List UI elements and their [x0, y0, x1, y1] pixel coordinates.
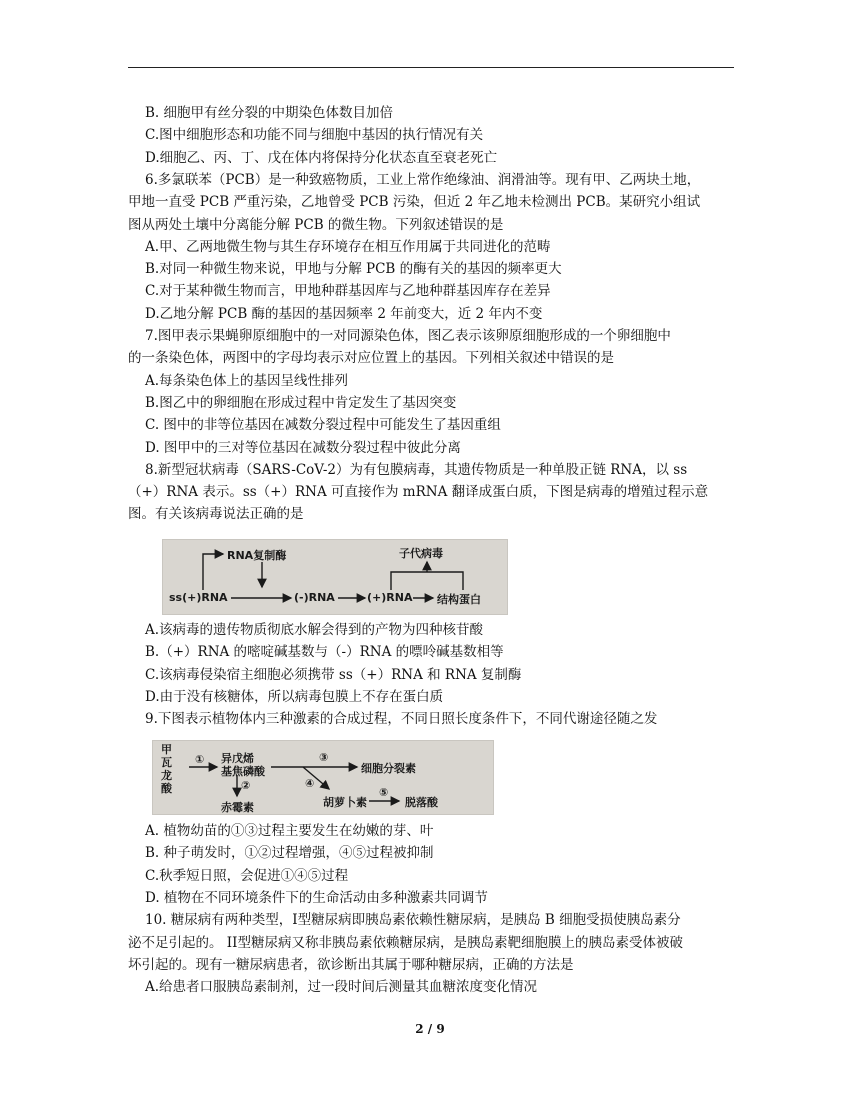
minus-rna-label: (-)RNA: [294, 591, 335, 604]
text-line: D. 图甲中的三对等位基因在减数分裂过程中彼此分离: [145, 439, 461, 456]
text-line: 6.多氯联苯（PCB）是一种致癌物质，工业上常作绝缘油、润滑油等。现有甲、乙两块土地，: [145, 171, 701, 188]
text-line: C.秋季短日照，会促进①④⑤过程: [145, 867, 349, 884]
step4-label: ④: [305, 777, 315, 790]
text-line: 图从两处土壤中分离能分解 PCB 的微生物。下列叙述错误的是: [128, 216, 504, 233]
text-line: 坏引起的。现有一糖尿病患者，欲诊断出其属于哪种糖尿病，正确的方法是: [128, 956, 574, 973]
text-line: 泌不足引起的。 II型糖尿病又称非胰岛素依赖糖尿病，是胰岛素靶细胞膜上的胰岛素受体被破: [128, 934, 683, 951]
header-rule: [128, 67, 734, 68]
text-line: B.图乙中的卵细胞在形成过程中肯定发生了基因突变: [145, 394, 457, 411]
text-line: C.对于某种微生物而言，甲地种群基因库与乙地种群基因库存在差异: [145, 283, 551, 300]
cytokinin-label: 细胞分裂素: [361, 762, 416, 775]
virus-replication-figure: [162, 539, 508, 615]
text-line: D.乙地分解 PCB 酶的基因的基因频率 2 年前变大，近 2 年内不变: [145, 305, 543, 322]
step1-label: ①: [195, 753, 205, 766]
text-line: D. 植物在不同环境条件下的生命活动由多种激素共同调节: [145, 889, 488, 906]
text-line: 8.新型冠状病毒（SARS-CoV-2）为有包膜病毒，其遗传物质是一种单股正链 RNA，以 ss: [145, 461, 688, 478]
text-line: （+）RNA 表示。ss（+）RNA 可直接作为 mRNA 翻译成蛋白质，下图是病毒的增殖过程示意: [128, 484, 709, 501]
abscisic-acid-label: 脱落酸: [405, 796, 438, 809]
page-number: 2 / 9: [415, 1022, 445, 1036]
ss-plus-rna-label: ss(+)RNA: [169, 591, 228, 604]
text-line: 10. 糖尿病有两种类型，I型糖尿病即胰岛素依赖性糖尿病，是胰岛 B 细胞受损使胰岛素分: [145, 912, 681, 929]
step5-label: ⑤: [379, 786, 389, 799]
step2-label: ②: [241, 779, 251, 792]
text-line: C.图中细胞形态和功能不同与细胞中基因的执行情况有关: [145, 127, 484, 144]
plus-rna-label: (+)RNA: [367, 591, 413, 604]
text-line: 的一条染色体，两图中的字母均表示对应位置上的基因。下列相关叙述中错误的是: [128, 350, 614, 367]
text-line: 甲地一直受 PCB 严重污染，乙地曾受 PCB 污染，但近 2 年乙地未检测出 PCB。某研究小组试: [128, 194, 701, 211]
offspring-virus-label: 子代病毒: [399, 547, 443, 560]
text-line: 9.下图表示植物体内三种激素的合成过程，不同日照长度条件下，不同代谢途径随之发: [145, 711, 658, 728]
text-line: B.（+）RNA 的嘧啶碱基数与（-）RNA 的嘌呤碱基数相等: [145, 644, 504, 661]
text-line: C. 图中的非等位基因在减数分裂过程中可能发生了基因重组: [145, 417, 501, 434]
text-line: A.该病毒的遗传物质彻底水解会得到的产物为四种核苷酸: [145, 622, 484, 638]
text-line: 7.图甲表示果蝇卵原细胞中的一对同源染色体，图乙表示该卵原细胞形成的一个卵细胞中: [145, 328, 671, 344]
gibberellin-label: 赤霉素: [221, 801, 254, 814]
text-line: A.甲、乙两地微生物与其生存环境存在相互作用属于共同进化的范畴: [145, 238, 551, 255]
ipp-label-line2: 基焦磷酸: [221, 765, 265, 778]
text-line: D.细胞乙、丙、丁、戊在体内将保持分化状态直至衰老死亡: [145, 149, 498, 166]
carotene-label: 胡萝卜素: [323, 796, 367, 809]
text-line: B. 细胞甲有丝分裂的中期染色体数目加倍: [145, 105, 394, 121]
text-line: D.由于没有核糖体，所以病毒包膜上不存在蛋白质: [145, 688, 444, 705]
text-line: A. 植物幼苗的①③过程主要发生在幼嫩的芽、叶: [145, 823, 434, 839]
step3-label: ③: [319, 751, 329, 764]
mevalonic-acid-label: 甲瓦龙酸: [161, 743, 172, 795]
structural-protein-label: 结构蛋白: [437, 593, 481, 606]
text-line: C.该病毒侵染宿主细胞必须携带 ss（+）RNA 和 RNA 复制酶: [145, 666, 522, 683]
text-line: A.给患者口服胰岛素制剂，过一段时间后测量其血糖浓度变化情况: [145, 979, 538, 996]
text-line: A.每条染色体上的基因呈线性排列: [145, 372, 349, 389]
rna-replicase-label: RNA复制酶: [227, 549, 287, 562]
text-line: 图。有关该病毒说法正确的是: [128, 506, 304, 523]
text-line: B. 种子萌发时，①②过程增强，④⑤过程被抑制: [145, 845, 434, 862]
text-line: B.对同一种微生物来说，甲地与分解 PCB 的酶有关的基因的频率更大: [145, 261, 562, 278]
ipp-label-line1: 异戊烯: [221, 752, 254, 765]
hormone-synthesis-figure: [152, 740, 494, 815]
